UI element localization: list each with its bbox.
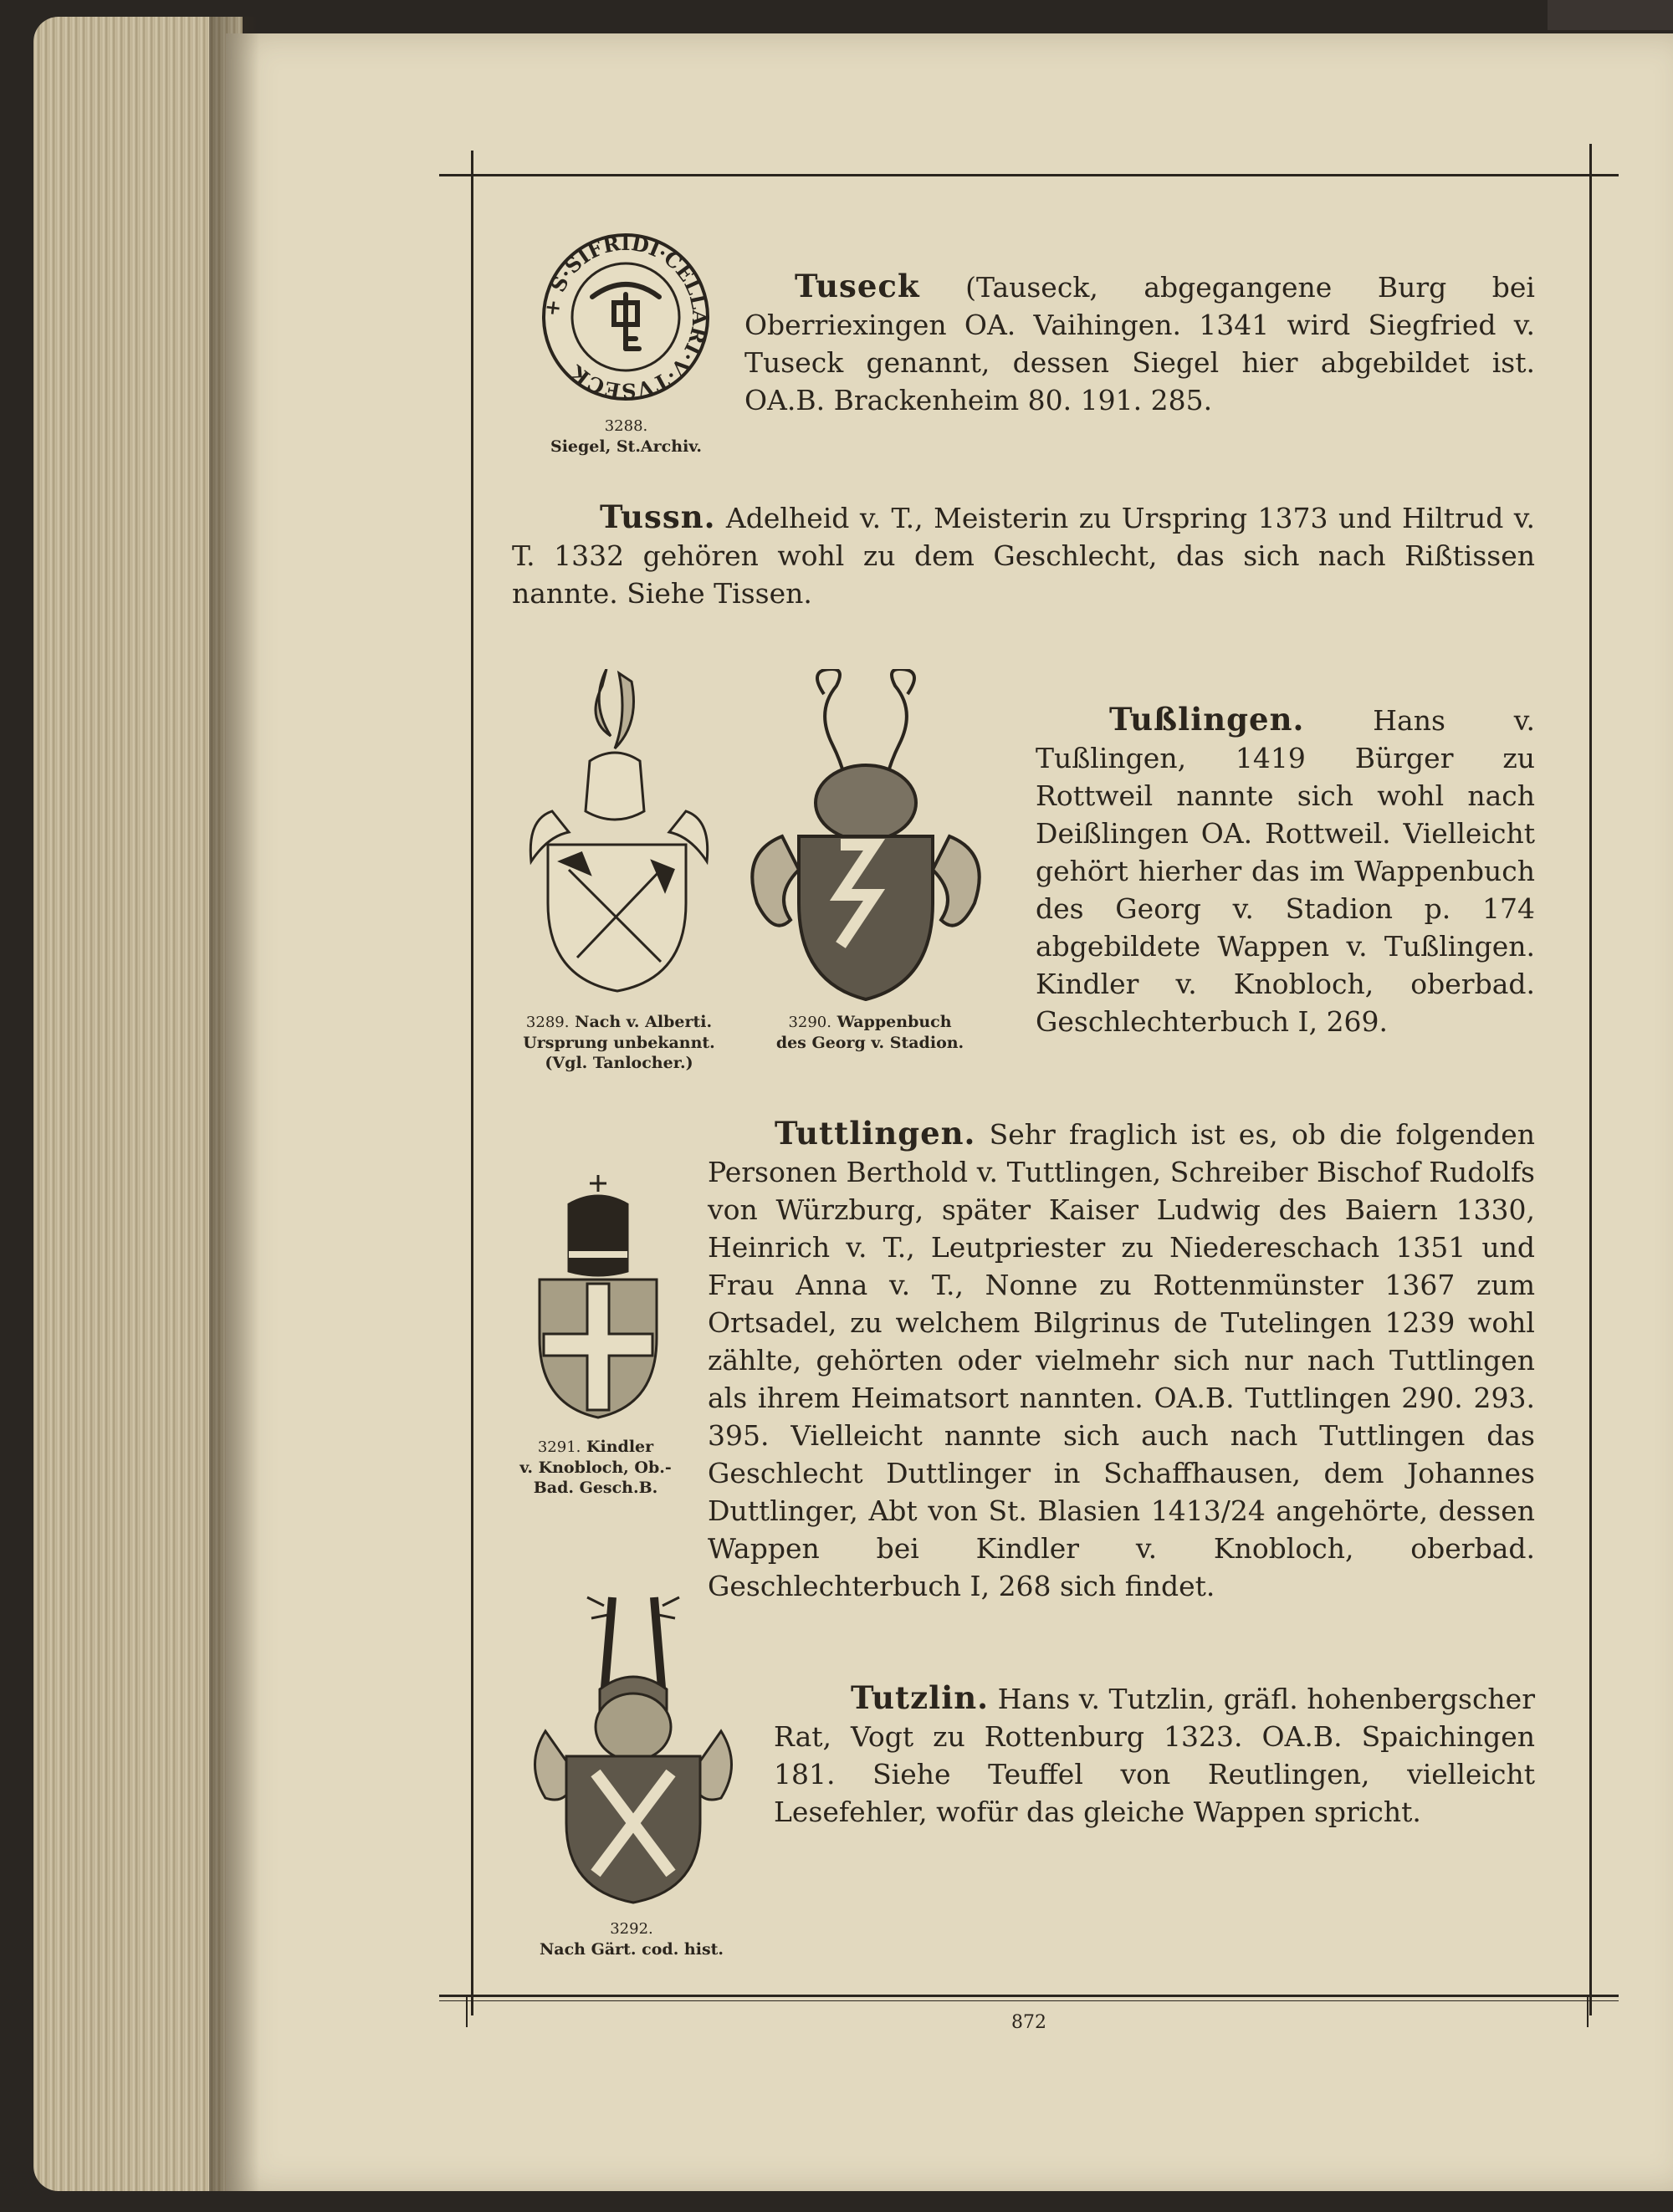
bottom-rule-thin [439,2000,1619,2001]
entry-text: Hans v. Tutzlin, gräfl. hohenbergscher Rat, Vogt zu Rottenburg 1323. OA.B. Spaichingen 181. Siehe Teuffel von Reutlingen, vielleicht Lesefehler, wofür das gleiche Wappen spricht. [774,1683,1535,1828]
entry-tussn [512,498,1535,612]
entry-text: Sehr fraglich ist es, ob die folgenden Personen Berthold v. Tuttlingen, Schreiber Bischof Rudolfs von Würzburg, später Kaiser Ludwig des Baiern 1330, Heinrich v. T., Leutpriester zu Niedereschach 1351 und Frau Anna v. T., Nonne zu Rottenmünster 1367 zum Ortsadel, zu welchem Bilgrinus de Tutelingen 1239 wohl zählte, gehörten oder vielmehr sich nur nach Tuttlingen als ihrem Heimatsort nannten. OA.B. Tuttlingen 290. 293. 395. Vielleicht nannte sich auch nach Tuttlingen das Geschlecht Duttlinger in Schaffhausen, dem Johannes Duttlinger, Abt von St. Blasien 1413/24 angehörte, dessen Wappen bei Kindler v. Knobloch, oberbad. Geschlechterbuch I, 268 sich findet. [708,1118,1535,1602]
entry-heading: Tuttlingen. [775,1115,976,1152]
caption-line-1 [512,1437,679,1458]
figure-3288-seal [540,232,712,403]
bottom-rule [439,1995,1619,1997]
entry-heading: Tutzlin. [851,1679,990,1716]
caption-line-1 [753,1012,987,1033]
figure-number: 3290. [788,1014,831,1031]
caption-line-2: Ursprung unbekannt. [523,1034,715,1052]
caption-text: Nach v. Alberti. [575,1013,713,1031]
figure-3290-coat-of-arms [749,669,983,1004]
entry-heading: Tuseck [795,268,920,304]
caption-3290 [753,1012,987,1053]
entry-heading: Tussn. [600,498,716,535]
caption-3292 [519,1919,744,1959]
seal-legend: + S·SIFRIDI·CELLARI·V·TVSECK [540,232,712,403]
page-number: 872 [1011,2012,1046,2033]
figure-number: 3292. [610,1920,653,1938]
caption-text: Nach Gärt. cod. hist. [539,1940,724,1959]
entry-tusslingen [1036,701,1535,1040]
caption-3291 [512,1437,679,1498]
caption-line-2: v. Knobloch, Ob.- [519,1458,672,1477]
entry-tuttlingen [708,1115,1535,1605]
caption-line-1 [506,1012,732,1033]
bottom-right-tick [1587,1997,1589,2027]
figure-number: 3289. [525,1014,570,1031]
right-rule [1589,144,1592,2015]
entry-heading: Tußlingen. [1109,701,1305,738]
entry-tuseck [744,268,1535,419]
bottom-left-tick [466,1997,468,2027]
entry-text: Adelheid v. T., Meisterin zu Urspring 1373 und Hiltrud v. T. 1332 gehören wohl zu dem Geschlecht, das sich nach Rißtissen nannte. Siehe Tissen. [512,502,1535,610]
left-rule [471,151,473,2015]
caption-text: Siegel, St.Archiv. [550,437,703,456]
caption-line-3: Bad. Gesch.B. [533,1479,658,1497]
caption-text: Wappenbuch [836,1013,952,1031]
spine-shadow [209,17,259,2191]
entry-text: (Tauseck, abgegangene Burg bei Oberriexingen OA. Vaihingen. 1341 wird Siegfried v. Tuseck genannt, dessen Siegel hier abgebildet ist. OA.B. Brackenheim 80. 191. 285. [744,271,1535,416]
caption-text: Kindler [586,1438,654,1456]
caption-line-2: des Georg v. Stadion. [775,1034,964,1052]
figure-number: 3288. [604,417,648,435]
figure-3289-coat-of-arms [527,669,711,995]
top-rule [439,174,1619,176]
entry-tutzlin [774,1679,1535,1831]
caption-3289 [506,1012,732,1073]
figure-3292-coat-of-arms [529,1589,738,1907]
figure-number: 3291. [537,1438,581,1456]
figure-3291-coat-of-arms [535,1171,661,1422]
entry-text: Hans v. Tußlingen, 1419 Bürger zu Rottweil nannte sich wohl nach Deißlingen OA. Rottweil. Vielleicht gehört hierher das im Wappenbuch des Georg v. Stadion p. 174 abgebildete Wappen v. Tußlingen. Kindler v. Knobloch, oberbad. Geschlechterbuch I, 269. [1036,704,1535,1038]
caption-3288 [532,416,720,457]
scan-corner [1548,0,1673,30]
caption-line-3: (Vgl. Tanlocher.) [545,1054,693,1072]
